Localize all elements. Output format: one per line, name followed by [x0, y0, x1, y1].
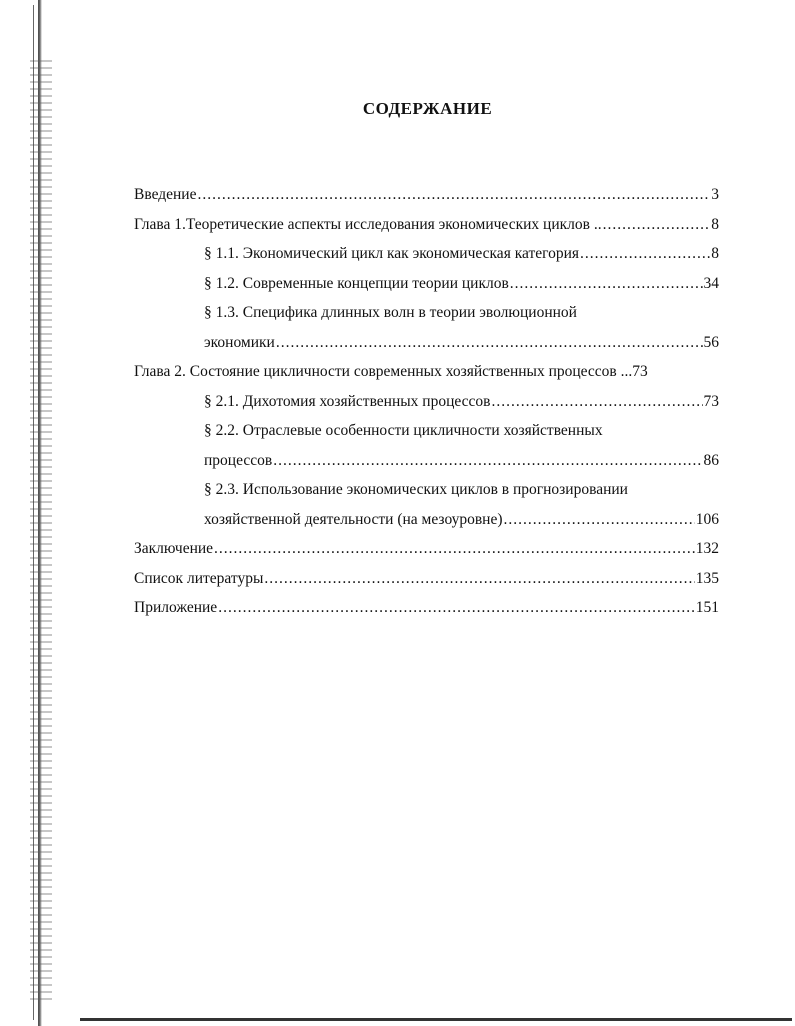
toc-page-number: 3	[711, 186, 719, 203]
toc-entry-section-1-3	[134, 304, 719, 334]
toc-entry-label: § 2.2. Отраслевые особенности цикличности хозяйственных	[204, 422, 603, 439]
toc-entry-section-2-2	[134, 422, 719, 452]
toc-dot-leader	[276, 334, 703, 352]
toc-entry-label: Список литературы	[134, 569, 264, 587]
table-of-contents	[134, 186, 719, 629]
toc-entry-label: Глава 1.Теоретические аспекты исследования экономических циклов ..	[134, 215, 602, 233]
toc-entry-label: § 1.2. Современные концепции теории циклов	[204, 274, 509, 292]
toc-dot-leader	[504, 511, 695, 529]
toc-entry-conclusion	[134, 540, 719, 570]
toc-page-number: 151	[695, 599, 719, 616]
toc-entry-introduction	[134, 186, 719, 216]
toc-entry-label: хозяйственной деятельности (на мезоуровне)	[204, 510, 503, 528]
toc-entry-chapter-1	[134, 216, 719, 246]
toc-entry-label: § 1.1. Экономический цикл как экономическая категория	[204, 245, 580, 262]
toc-entry-chapter-2	[134, 363, 719, 393]
toc-page-number: 73	[703, 392, 719, 410]
toc-entry-label: экономики	[204, 333, 275, 351]
toc-entry-section-1-1	[134, 245, 719, 275]
toc-page-number: 34	[703, 274, 719, 292]
toc-entry-label: § 2.1. Дихотомия хозяйственных процессов	[204, 392, 491, 410]
toc-page-number: 132	[695, 540, 719, 557]
toc-page-number: 8	[711, 245, 719, 262]
toc-entry-section-2-3-cont	[134, 511, 719, 541]
toc-dot-leader	[214, 540, 695, 558]
toc-entry-section-2-1	[134, 393, 719, 423]
toc-dot-leader	[197, 186, 710, 204]
toc-entry-appendix	[134, 599, 719, 629]
toc-dot-leader	[510, 275, 703, 293]
toc-page-number: 106	[695, 510, 719, 528]
toc-dot-leader	[264, 570, 694, 588]
toc-entry-label: § 1.3. Специфика длинных волн в теории эволюционной	[204, 304, 577, 321]
toc-dot-leader	[273, 452, 702, 470]
toc-entry-section-2-3	[134, 481, 719, 511]
page-title: СОДЕРЖАНИЕ	[362, 99, 493, 118]
toc-entry-section-1-2	[134, 275, 719, 305]
toc-dot-leader	[218, 599, 695, 617]
toc-dot-leader	[492, 393, 703, 411]
toc-page-number: 73	[632, 363, 648, 380]
toc-entry-label: Глава 2. Состояние цикличности современных хозяйственных процессов ...	[134, 363, 633, 380]
toc-entry-label: Заключение	[134, 540, 214, 557]
scan-bottom-line	[80, 1018, 792, 1021]
toc-entry-section-1-3-cont	[134, 334, 719, 364]
toc-entry-label: процессов	[204, 451, 273, 469]
toc-dot-leader	[603, 216, 711, 234]
toc-entry-label: Введение	[134, 186, 197, 203]
toc-page-number: 135	[695, 569, 719, 587]
toc-page-number: 56	[703, 333, 719, 351]
toc-entry-section-2-2-cont	[134, 452, 719, 482]
toc-entry-bibliography	[134, 570, 719, 600]
toc-dot-leader	[580, 245, 710, 263]
toc-page-number: 8	[711, 215, 719, 233]
scan-binding-shadow	[30, 0, 52, 1026]
toc-page-number: 86	[703, 451, 719, 469]
toc-entry-label: Приложение	[134, 599, 218, 616]
toc-entry-label: § 2.3. Использование экономических циклов в прогнозировании	[204, 481, 628, 498]
